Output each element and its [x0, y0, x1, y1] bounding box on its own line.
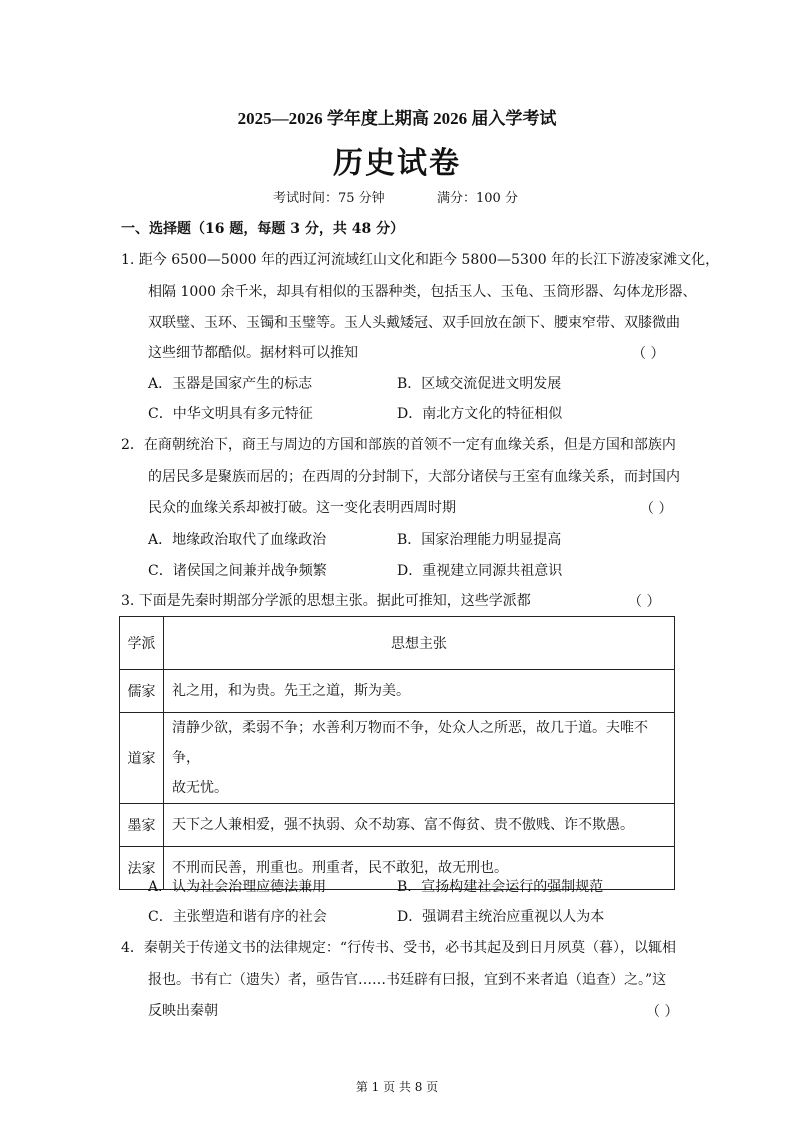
table-header-school: 学派: [120, 617, 164, 670]
table-row: [120, 804, 675, 847]
option-d: D．重视建立同源共祖意识: [397, 563, 563, 579]
question-3-line-1: 3. 下面是先秦时期部分学派的思想主张。据此可推知，这些学派都: [121, 593, 531, 609]
table-row: [120, 713, 675, 804]
answer-blank: （ ）: [646, 1004, 679, 1020]
option-d: D．强调君主统治应重视以人为本: [397, 909, 605, 925]
question-2-line-2: 的居民多是聚族而居的；在西周的分封制下，大部分诸侯与王室有血缘关系，而封国内: [148, 469, 680, 485]
question-1-line-1: 1. 距今 6500—5000 年的西辽河流域红山文化和距今 5800—5300 年的长江下游凌家滩文化，: [121, 252, 720, 268]
question-2-line-3: 民众的血缘关系却被打破。这一变化表明西周时期: [148, 500, 456, 516]
question-1-line-2: 相隔 1000 余千米，却具有相似的玉器种类，包括玉人、玉龟、玉筒形器、勾体龙形器、: [148, 284, 697, 300]
full-score: 满分：100 分: [437, 191, 518, 206]
table-cell-idea: 天下之人兼相爱，强不执弱、众不劫寡、富不侮贫、贵不傲贱、诈不欺愚。: [164, 804, 675, 847]
option-a: A．地缘政治取代了血缘政治: [148, 532, 327, 548]
table-cell-school: 法家: [120, 847, 164, 890]
table-cell-idea: 礼之用，和为贵。先王之道，斯为美。: [164, 670, 675, 713]
option-a: A．玉器是国家产生的标志: [148, 376, 313, 392]
exam-title: 2025—2026 学年度上期高 2026 届入学考试: [237, 109, 557, 128]
question-1-line-4: 这些细节都酷似。据材料可以推知: [148, 345, 358, 361]
table-cell-school: 道家: [120, 713, 164, 804]
table-header-idea: 思想主张: [164, 617, 675, 670]
table-cell-idea: [164, 713, 675, 804]
question-4-line-1: 4．秦朝关于传递文书的法律规定：“行传书、受书，必书其起及到日月夙莫（暮），以辄相: [121, 940, 677, 956]
question-4-line-2: 报也。书有亡（遗失）者，亟告官……书廷辟有曰报，宜到不来者追（追查）之。”这: [148, 972, 667, 988]
exam-time: 考试时间：75 分钟: [273, 191, 385, 206]
option-c: C．中华文明具有多元特征: [148, 406, 313, 422]
answer-blank: （ ）: [640, 501, 673, 517]
table-header-row: [120, 617, 675, 670]
option-d: D．南北方文化的特征相似: [397, 406, 563, 422]
schools-table: [119, 616, 675, 890]
option-b: B．国家治理能力明显提高: [397, 532, 562, 548]
option-b: B．宣扬构建社会运行的强制规范: [397, 879, 604, 895]
subject-title: 历史试卷: [333, 146, 461, 181]
question-1-line-3: 双联璧、玉环、玉镯和玉璧等。玉人头戴矮冠、双手回放在颌下、腰束窄带、双膝微曲: [148, 315, 680, 331]
table-cell-idea: 不刑而民善，刑重也。刑重者，民不敢犯，故无刑也。: [164, 847, 675, 890]
question-2-line-1: 2．在商朝统治下，商王与周边的方国和部族的首领不一定有血缘关系，但是方国和部族内: [121, 437, 676, 453]
option-c: C．诸侯国之间兼并战争频繁: [148, 563, 327, 579]
answer-blank: （ ）: [628, 594, 661, 610]
option-c: C．主张塑造和谐有序的社会: [148, 909, 327, 925]
answer-blank: （ ）: [632, 346, 665, 362]
table-row: [120, 670, 675, 713]
table-cell-school: 墨家: [120, 804, 164, 847]
question-4-line-3: 反映出秦朝: [148, 1003, 218, 1019]
section-heading: 一、选择题（16 题，每题 3 分，共 48 分）: [121, 221, 405, 237]
page-number: 第 1 页 共 8 页: [355, 1080, 439, 1094]
table-cell-school: 儒家: [120, 670, 164, 713]
table-cell-idea-line-1: 清静少欲，柔弱不争；水善利万物而不争，处众人之所恶，故几于道。夫唯不争，: [172, 720, 648, 766]
option-a: A．认为社会治理应德法兼用: [148, 879, 327, 895]
table-cell-idea-line-2: 故无忧。: [172, 780, 228, 796]
option-b: B．区域交流促进文明发展: [397, 376, 562, 392]
